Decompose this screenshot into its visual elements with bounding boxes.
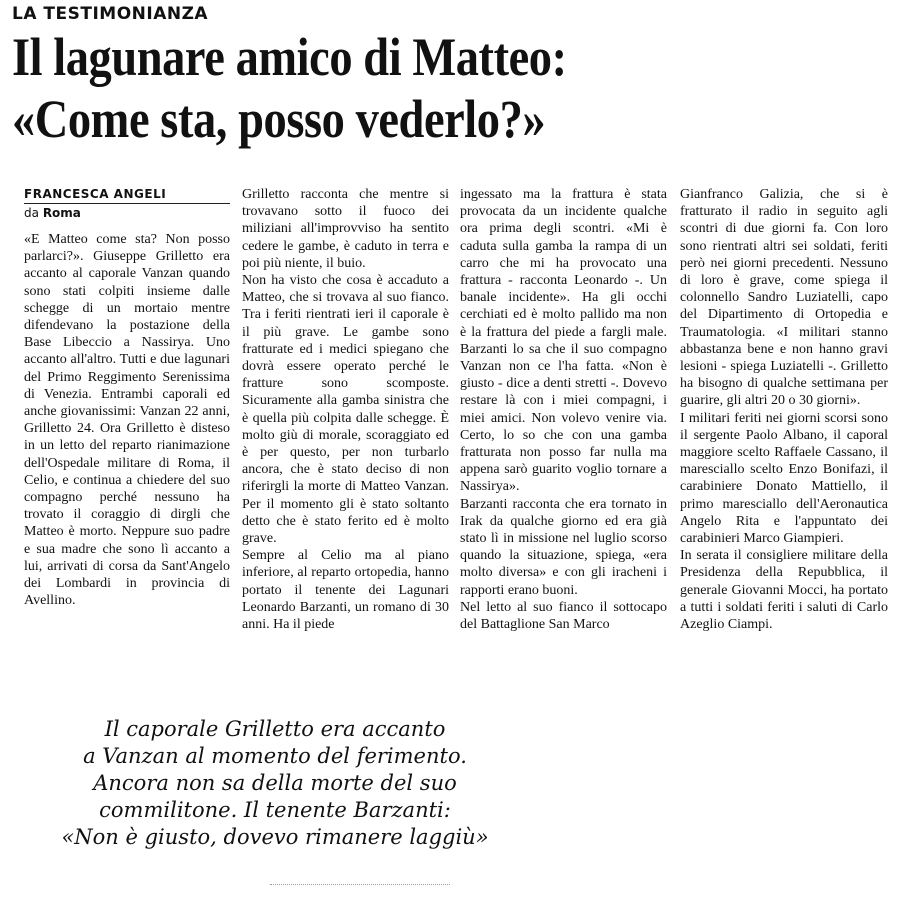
paragraph: Sempre al Celio ma al piano inferiore, al reparto ortopedia, hanno portato il tenente dei Lagunari Leonardo Barzanti, un romano di 30 anni. Ha il piede	[242, 548, 449, 633]
paragraph: Nel letto al suo fianco il sottocapo del Battaglione San Marco	[460, 599, 667, 633]
paragraph: In serata il consigliere militare della Presidenza della Repubblica, il generale Giovanni Mocci, ha portato a tutti i soldati feriti i saluti di Carlo Azeglio Ciampi.	[680, 548, 888, 633]
dateline-city: Roma	[42, 206, 81, 220]
headline	[12, 26, 769, 150]
headline-line-2: «Come sta, posso vederlo?»	[12, 89, 546, 149]
article-column-2	[242, 186, 449, 633]
byline	[24, 187, 230, 220]
paragraph: Grilletto racconta che mentre si trovavano sotto il fuoco dei miliziani all'improvviso ha sentito cedere le gambe, è caduto in terra e poi più niente, il buio.	[242, 187, 449, 271]
pull-quote-line: «Non è giusto, dovevo rimanere laggiù»	[61, 825, 489, 849]
paragraph: I militari feriti nei giorni scorsi sono il sergente Paolo Albano, il caporal maggiore scelto Raffaele Cassano, il maresciallo scelto Enzo Bonifazi, il carabiniere Donato Mattiello, il primo maresciallo dell'Aeronautica Angelo Rita e l'appuntato dei carabinieri Marco Giampieri.	[680, 410, 888, 547]
footer-divider	[270, 884, 450, 888]
article-column-1	[24, 231, 230, 609]
paragraph: «E Matteo come sta? Non posso parlarci?». Giuseppe Grilletto era accanto al caporale Vanzan quando sono stati colpiti insieme dalle schegge di un mortaio mentre difendevano la postazione della Base Libeccio a Nassirya. Uno accanto all'altro. Tutti e due lagunari del Primo Reggimento Serenissima di Venezia. Entrambi caporali ed anche giovanissimi: Vanzan 22 anni, Grilletto 24. Ora Grilletto è disteso in un letto del reparto rianimazione dell'Ospedale militare di Roma, il Celio, e continua a chiedere del suo compagno perché nessuno ha trovato il coraggio di dirgli che Matteo è morto. Neppure suo padre e sua madre che sono lì accanto a lui, arrivati di corsa da Sant'Angelo dei Lombardi in provincia di Avellino.	[24, 232, 230, 609]
dateline-prefix: da	[24, 206, 39, 220]
pull-quote-line: Il caporale Grilletto era accanto	[104, 717, 446, 741]
paragraph: Gianfranco Galizia, che si è fratturato il radio in seguito agli scontri di due giorni fa. Con loro sono rientrati altri sei soldati, feriti però nei giorni precedenti. Nessuno di loro è grave, come spiega il colonnello Sandro Luziatelli, capo del Dipartimento di Ortopedia e Traumatologia. «I militari stanno abbastanza bene e non hanno gravi lesioni - spiega Luziatelli -. Grilletto ha bisogno di qualche settimana per guarire, gli altri 20 o 30 giorni».	[680, 187, 888, 409]
paragraph: Barzanti racconta che era tornato in Irak da qualche giorno ed era già stato lì in missione nel luglio scorso quando la situazione, spiega, «era molto diversa» e con gli iracheni i rapporti erano buoni.	[460, 496, 667, 598]
article-column-4	[680, 186, 888, 633]
pull-quote-line: a Vanzan al momento del ferimento.	[83, 744, 467, 768]
headline-line-1: Il lagunare amico di Matteo:	[12, 27, 567, 87]
section-kicker: LA TESTIMONIANZA	[12, 4, 209, 24]
paragraph: ingessato ma la frattura è stata provocata da un incidente qualche ora prima degli scontri. «Mi è caduta sulla gamba la rampa di un carro che mi ha provocato una frattura - racconta Leonardo -. Un banale incidente». Ha gli occhi cerchiati ed è molto pallido ma non è la frattura del piede a fargli male. Barzanti lo sa che il suo compagno Vanzan non ce l'ha fatta. «Non è giusto - dice a denti stretti -. Dovevo restare là con i miei compagni, i miei amici. Non volevo venire via. Certo, lo so che con una gamba fratturata non posso far nulla ma appena sarò guarito voglio tornare a Nassirya».	[460, 187, 667, 495]
article-column-3	[460, 186, 667, 633]
paragraph: Non ha visto che cosa è accaduto a Matteo, che si trovava al suo fianco. Tra i feriti rientrati ieri il caporale è il più grave. Le gambe sono fratturate ed i medici spiegano che dovrà essere operato perché le fratture sono scomposte. Sicuramente alla gamba sinistra che è quella più colpita dalle schegge. È molto giù di morale, scoraggiato ed è per questo, per non turbarlo ancora, che è stato deciso di non riferirgli la morte di Matteo Vanzan. Per il momento gli è stato soltanto detto che è stato ferito ed è molto grave.	[242, 273, 449, 547]
pull-quote-line: Ancora non sa della morte del suo	[93, 771, 457, 795]
pull-quote-line: commilitone. Il tenente Barzanti:	[99, 798, 451, 822]
author-name: FRANCESCA ANGELI	[24, 187, 230, 204]
pull-quote	[40, 716, 510, 851]
dateline	[24, 206, 230, 220]
